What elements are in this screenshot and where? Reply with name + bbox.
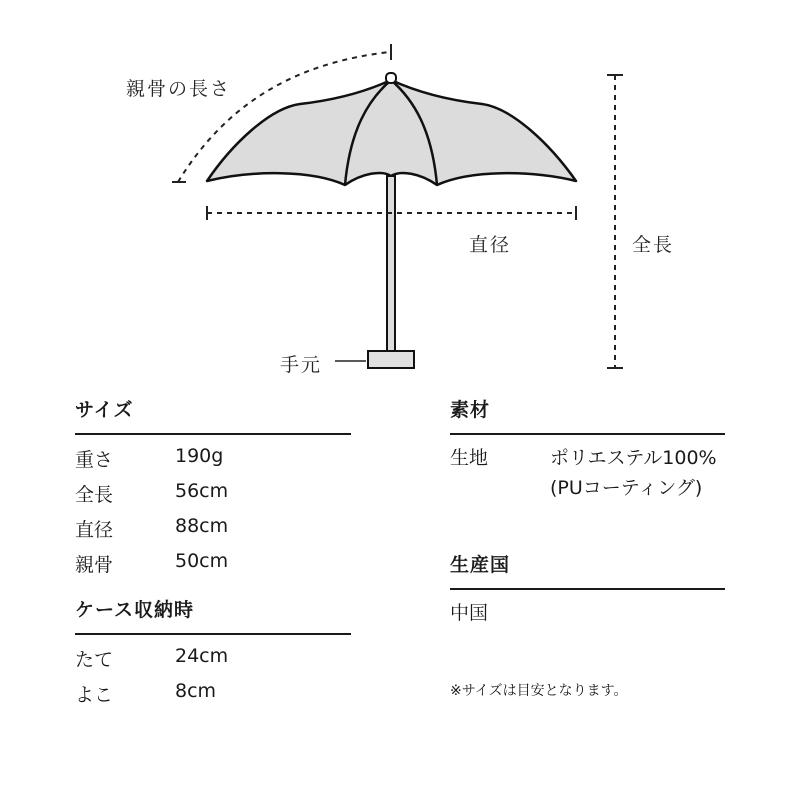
material-section xyxy=(450,395,725,505)
case-row-height xyxy=(75,645,351,680)
canopy xyxy=(207,80,576,185)
umbrella-illustration xyxy=(0,0,800,380)
total-length-label: 全長 xyxy=(632,234,675,256)
case-row-width xyxy=(75,680,351,715)
canopy-tip xyxy=(386,73,396,83)
material-section-divider xyxy=(450,433,725,435)
size-row-rib xyxy=(75,550,351,585)
case-row-value: 8cm xyxy=(175,680,217,702)
material-value-line1: ポリエステル100% xyxy=(550,447,717,469)
origin-section xyxy=(450,550,725,628)
case-row-value: 24cm xyxy=(175,645,229,667)
material-value-line2: (PUコーティング) xyxy=(550,477,703,499)
size-section-title: サイズ xyxy=(75,399,134,421)
origin-section-title: 生産国 xyxy=(450,554,511,576)
size-row-label: 重さ xyxy=(75,449,114,471)
size-note: ※サイズは目安となります。 xyxy=(450,683,628,699)
size-row-label: 直径 xyxy=(75,519,114,541)
umbrella-shaft xyxy=(387,176,395,352)
handle-label: 手元 xyxy=(280,354,323,376)
case-section-divider xyxy=(75,633,351,635)
size-row-value: 50cm xyxy=(175,550,229,572)
origin-section-divider xyxy=(450,588,725,590)
case-table xyxy=(75,645,351,715)
case-section xyxy=(75,595,351,715)
size-row-value: 190g xyxy=(175,445,224,467)
rib-length-label: 親骨の長さ xyxy=(126,78,232,100)
size-section xyxy=(75,395,351,585)
origin-value: 中国 xyxy=(450,602,489,624)
umbrella-handle xyxy=(368,351,414,368)
size-row-total-length xyxy=(75,480,351,515)
material-section-title: 素材 xyxy=(450,399,491,421)
diameter-label: 直径 xyxy=(469,234,512,256)
material-label: 生地 xyxy=(450,447,489,469)
case-row-label: よこ xyxy=(75,684,114,706)
material-value xyxy=(550,443,717,503)
case-row-label: たて xyxy=(75,649,114,671)
size-row-label: 全長 xyxy=(75,484,114,506)
size-row-value: 56cm xyxy=(175,480,229,502)
size-row-diameter xyxy=(75,515,351,550)
umbrella-diagram xyxy=(0,0,800,380)
size-row-value: 88cm xyxy=(175,515,229,537)
size-row-weight xyxy=(75,445,351,480)
case-section-title: ケース収納時 xyxy=(75,599,195,621)
material-row xyxy=(450,443,725,505)
size-row-label: 親骨 xyxy=(75,554,114,576)
size-section-divider xyxy=(75,433,351,435)
size-table xyxy=(75,445,351,585)
